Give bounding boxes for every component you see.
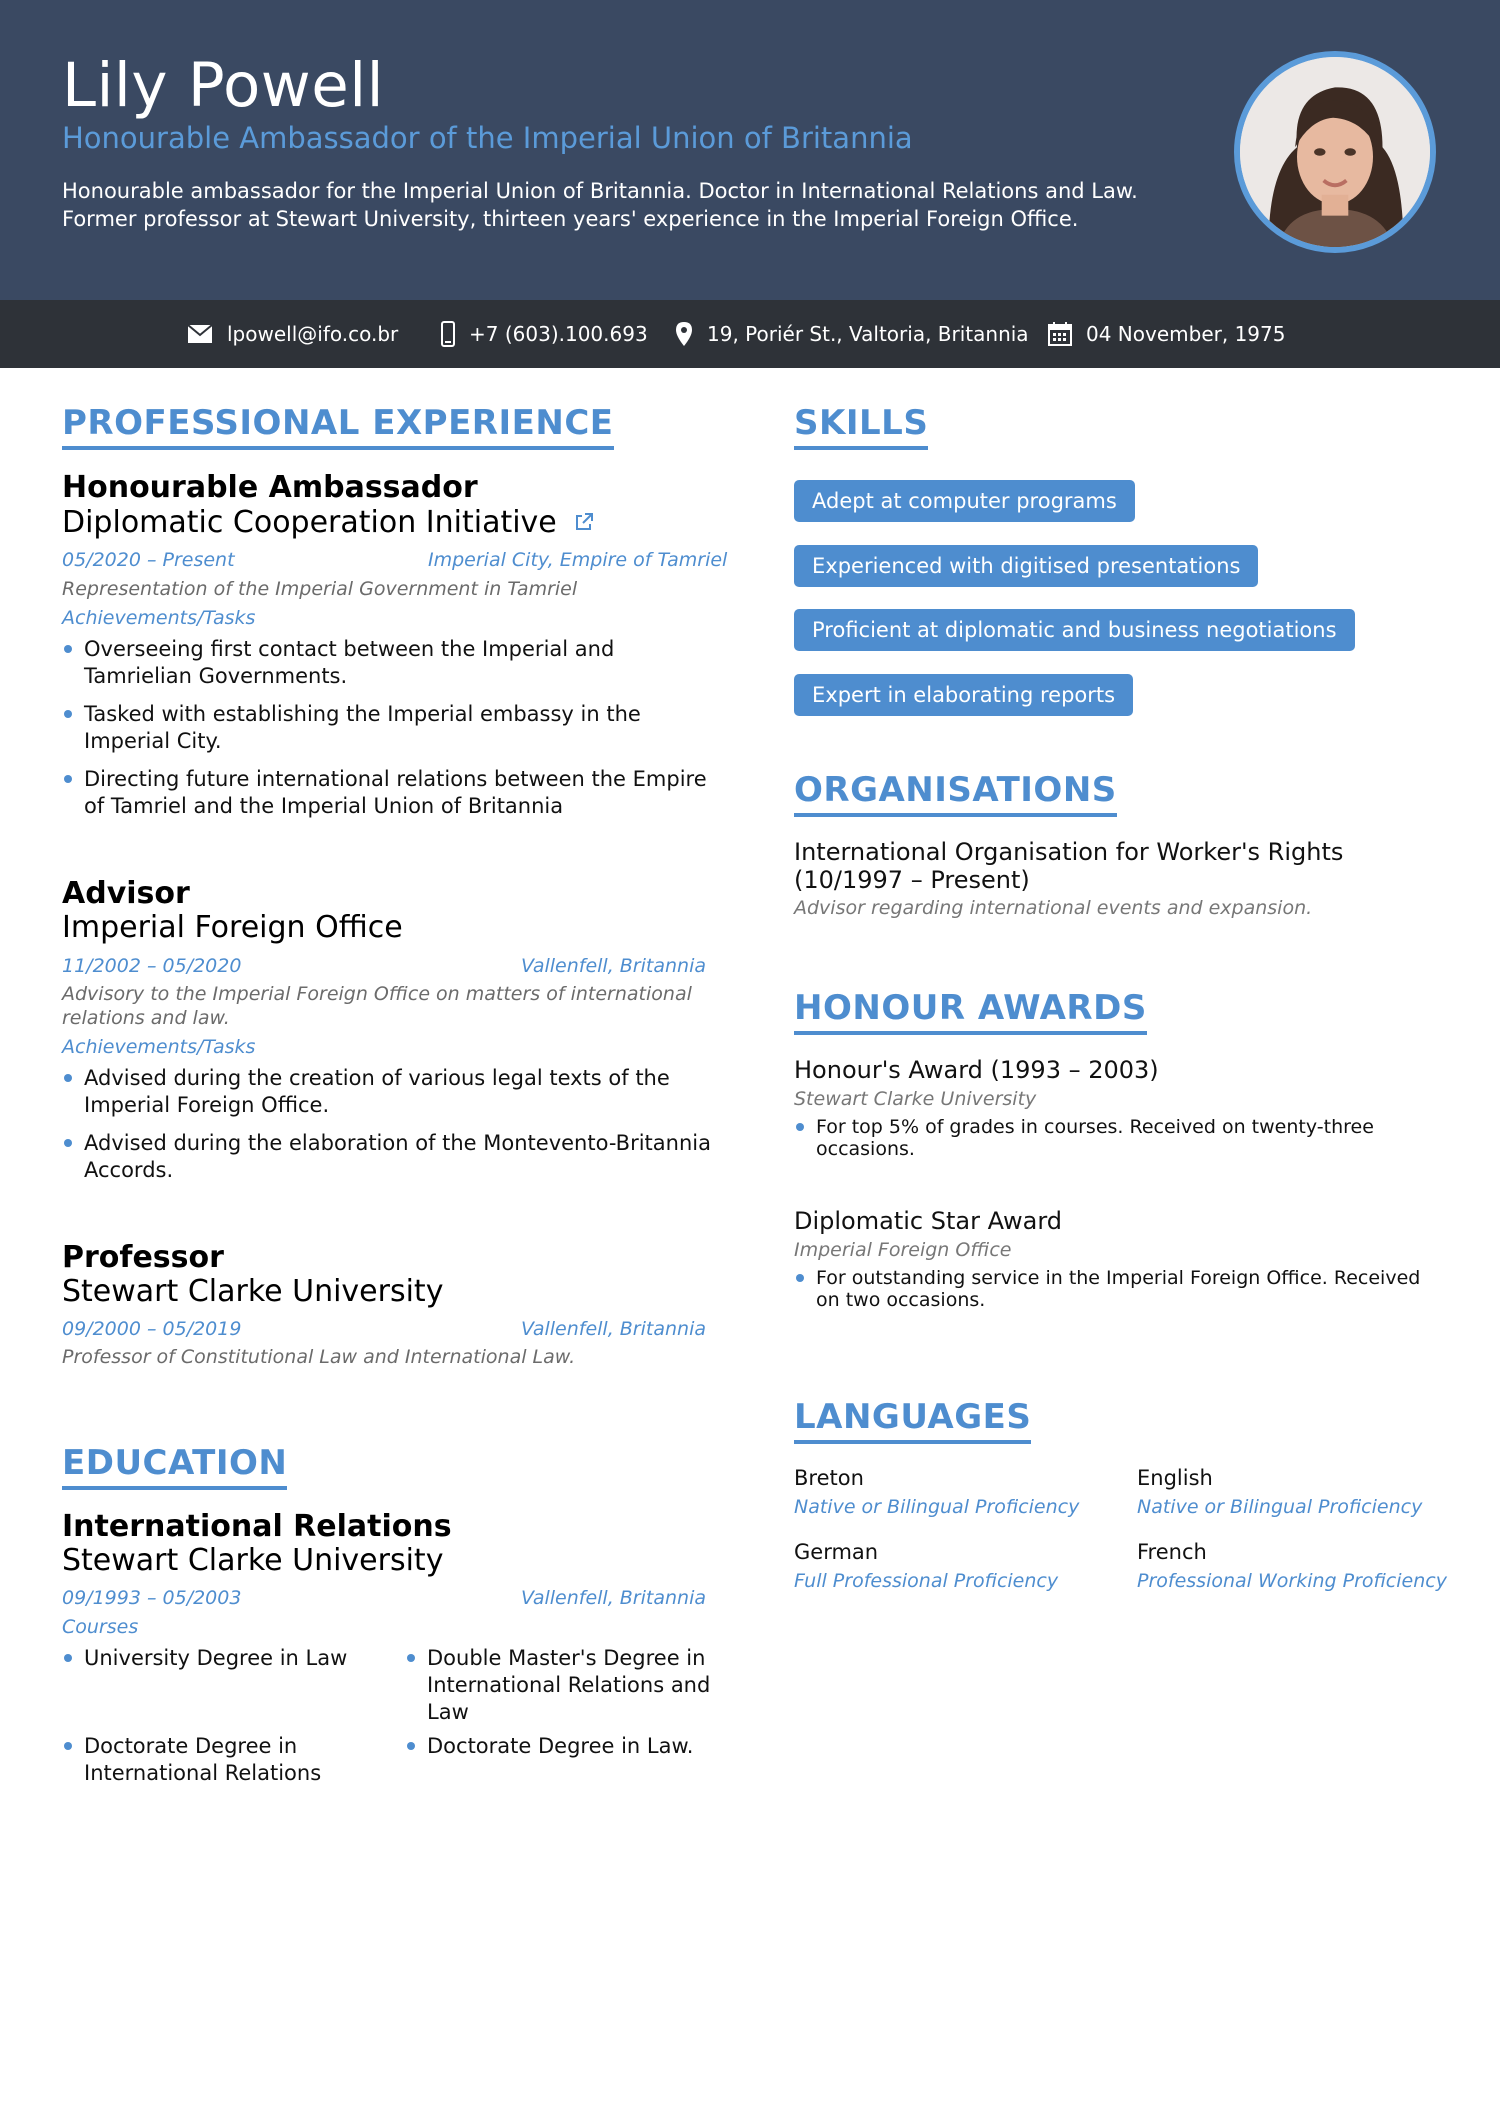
job-org-name: Diplomatic Cooperation Initiative [62,505,557,540]
tasks-label: Achievements/Tasks [62,607,256,629]
course-item: Doctorate Degree in International Relations [62,1733,362,1787]
job-role: Advisor [62,876,190,911]
task-item: Directing future international relations between the Empire of Tamriel and the Imperial Union of Britannia [62,766,712,820]
address-text: 19, Poriér St., Valtoria, Britannia [707,322,1029,346]
course-item: Double Master's Degree in International Relations and Law [405,1645,715,1726]
courses-label: Courses [62,1616,139,1638]
portrait-image [1240,57,1430,247]
job-location: Imperial City, Empire of Tamriel [428,549,728,571]
job-org [62,505,594,540]
skill-tag: Experienced with digitised presentations [794,545,1258,587]
organisation-period: (10/1997 – Present) [794,866,1030,894]
language-name: Breton [794,1466,864,1490]
language-name: English [1137,1466,1213,1490]
award-detail: For top 5% of grades in courses. Received on twenty-three occasions. [794,1116,1434,1160]
organisation-description: Advisor regarding international events and expansion. [794,897,1313,919]
task-item: Tasked with establishing the Imperial embassy in the Imperial City. [62,701,712,755]
tasks-label: Achievements/Tasks [62,1036,256,1058]
calendar-icon [1048,322,1072,346]
education-dates: 09/1993 – 05/2003 [62,1587,242,1609]
job-dates: 11/2002 – 05/2020 [62,955,242,977]
section-heading-experience: PROFESSIONAL EXPERIENCE [62,403,614,450]
person-name: Lily Powell [62,50,385,121]
contact-phone[interactable] [441,300,648,368]
summary-line: Honourable ambassador for the Imperial Union of Britannia. Doctor in International Relations and Law. [62,179,1138,203]
job-dates: 09/2000 – 05/2019 [62,1318,242,1340]
job-org: Stewart Clarke University [62,1274,444,1309]
external-link-icon[interactable] [574,512,594,532]
contact-birthdate [1048,300,1285,368]
education-school: Stewart Clarke University [62,1543,444,1578]
resume-header [0,0,1500,300]
skill-tag: Proficient at diplomatic and business negotiations [794,609,1355,651]
course-item: Doctorate Degree in Law. [405,1733,715,1760]
job-role: Honourable Ambassador [62,470,478,505]
person-title: Honourable Ambassador of the Imperial Union of Britannia [62,121,913,155]
profile-photo [1234,51,1436,253]
skill-tag: Adept at computer programs [794,480,1135,522]
language-level: Full Professional Proficiency [794,1570,1059,1592]
phone-icon [441,321,455,347]
contact-email[interactable] [187,300,398,368]
language-level: Native or Bilingual Proficiency [1137,1496,1423,1518]
contact-bar [0,300,1500,368]
section-heading-organisations: ORGANISATIONS [794,770,1117,817]
envelope-icon [187,324,213,344]
skill-tag: Expert in elaborating reports [794,674,1133,716]
task-item: Advised during the elaboration of the Montevento-Britannia Accords. [62,1130,712,1184]
award-detail: For outstanding service in the Imperial Foreign Office. Received on two occasions. [794,1267,1434,1311]
award-issuer: Stewart Clarke University [794,1088,1037,1110]
education-location: Vallenfell, Britannia [521,1587,706,1609]
section-heading-languages: LANGUAGES [794,1397,1031,1444]
award-title: Diplomatic Star Award [794,1207,1063,1235]
language-level: Professional Working Proficiency [1137,1570,1447,1592]
summary [62,177,1162,233]
language-level: Native or Bilingual Proficiency [794,1496,1080,1518]
task-item: Advised during the creation of various legal texts of the Imperial Foreign Office. [62,1065,712,1119]
award-issuer: Imperial Foreign Office [794,1239,1012,1261]
job-org: Imperial Foreign Office [62,910,403,945]
education-degree: International Relations [62,1509,452,1544]
section-heading-awards: HONOUR AWARDS [794,988,1147,1035]
section-heading-skills: SKILLS [794,403,928,450]
job-dates: 05/2020 – Present [62,549,235,571]
birthdate-text: 04 November, 1975 [1086,322,1286,346]
award-title: Honour's Award (1993 – 2003) [794,1056,1159,1084]
location-pin-icon [675,321,693,347]
contact-address [675,300,1029,368]
organisation-name: International Organisation for Worker's Rights [794,838,1344,866]
course-item: University Degree in Law [62,1645,362,1672]
job-description: Advisory to the Imperial Foreign Office on matters of international relations and law. [62,983,692,1029]
language-name: French [1137,1540,1207,1564]
section-heading-education: EDUCATION [62,1443,287,1490]
job-location: Vallenfell, Britannia [521,1318,706,1340]
summary-line: Former professor at Stewart University, thirteen years' experience in the Imperial Foreign Office. [62,207,1079,231]
phone-text: +7 (603).100.693 [469,322,648,346]
task-item: Overseeing first contact between the Imperial and Tamrielian Governments. [62,636,712,690]
language-name: German [794,1540,879,1564]
email-text: lpowell@ifo.co.br [227,322,399,346]
job-description: Representation of the Imperial Government in Tamriel [62,578,578,600]
job-description: Professor of Constitutional Law and International Law. [62,1346,576,1368]
job-location: Vallenfell, Britannia [521,955,706,977]
job-role: Professor [62,1240,224,1275]
